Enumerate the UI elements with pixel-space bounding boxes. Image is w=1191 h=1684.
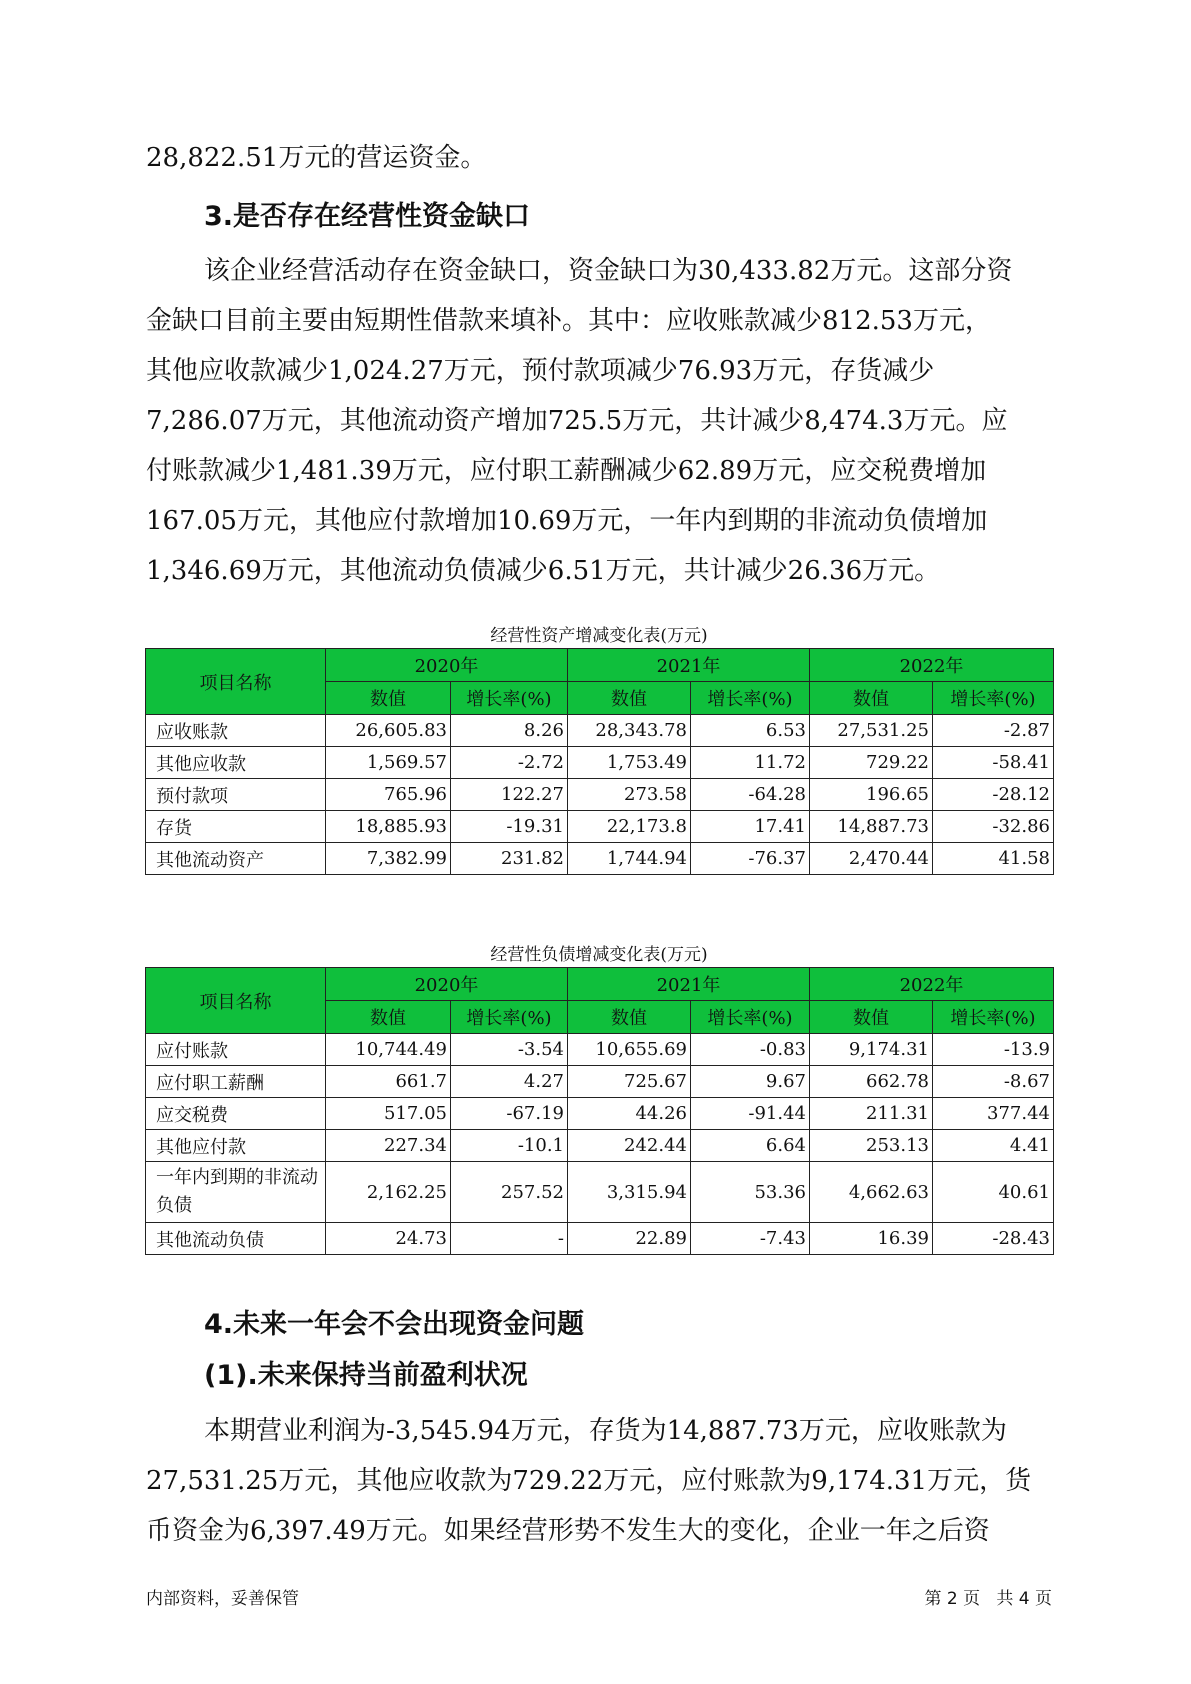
cell-value: 211.31 [810, 1098, 933, 1130]
cell-item: 存货 [146, 811, 326, 843]
cell-rate: -7.43 [691, 1223, 810, 1255]
cell-value: 2,162.25 [326, 1162, 451, 1223]
text-line: 27,531.25万元，其他应收款为729.22万元，应付账款为9,174.31万元，货 [146, 1466, 1032, 1496]
header-value: 数值 [810, 1001, 933, 1034]
cell-value: 24.73 [326, 1223, 451, 1255]
cell-rate: -2.72 [451, 747, 568, 779]
cell-rate: -8.67 [933, 1066, 1054, 1098]
cell-rate: 122.27 [451, 779, 568, 811]
cell-item: 应交税费 [146, 1098, 326, 1130]
cell-item: 其他流动负债 [146, 1223, 326, 1255]
cell-value: 10,655.69 [568, 1034, 691, 1066]
header-growth-rate: 增长率(%) [933, 1001, 1054, 1034]
cell-value: 253.13 [810, 1130, 933, 1162]
text-line: 7,286.07万元，其他流动资产增加725.5万元，共计减少8,474.3万元。应 [146, 406, 1008, 436]
table-row [146, 1130, 1054, 1162]
cell-rate: -19.31 [451, 811, 568, 843]
cell-value: 27,531.25 [810, 715, 933, 747]
cell-value: 227.34 [326, 1130, 451, 1162]
cell-value: 517.05 [326, 1098, 451, 1130]
cell-rate: 4.27 [451, 1066, 568, 1098]
footer-confidential-note: 内部资料，妥善保管 [146, 1589, 299, 1609]
paragraph-working-capital [146, 133, 1052, 183]
cell-value: 1,744.94 [568, 843, 691, 875]
cell-rate: -76.37 [691, 843, 810, 875]
cell-rate: 17.41 [691, 811, 810, 843]
cell-item: 一年内到期的非流动负债 [146, 1162, 326, 1223]
header-value: 数值 [568, 682, 691, 715]
heading-funding-gap: 3.是否存在经营性资金缺口 [204, 201, 531, 232]
cell-value: 196.65 [810, 779, 933, 811]
cell-value: 661.7 [326, 1066, 451, 1098]
header-value: 数值 [568, 1001, 691, 1034]
cell-item: 预付款项 [146, 779, 326, 811]
table-row [146, 1162, 1054, 1223]
cell-item: 应付职工薪酬 [146, 1066, 326, 1098]
header-growth-rate: 增长率(%) [691, 682, 810, 715]
header-year-2022: 2022年 [810, 968, 1054, 1001]
cell-value: 1,753.49 [568, 747, 691, 779]
cell-rate: 53.36 [691, 1162, 810, 1223]
text-line: 付账款减少1,481.39万元，应付职工薪酬减少62.89万元，应交税费增加 [146, 456, 987, 486]
cell-value: 2,470.44 [810, 843, 933, 875]
table-row [146, 715, 1054, 747]
cell-rate: 6.64 [691, 1130, 810, 1162]
header-value: 数值 [326, 682, 451, 715]
cell-rate: - [451, 1223, 568, 1255]
table-caption-liabilities: 经营性负债增减变化表(万元) [490, 945, 708, 965]
cell-rate: 377.44 [933, 1098, 1054, 1130]
cell-rate: 40.61 [933, 1162, 1054, 1223]
cell-rate: 6.53 [691, 715, 810, 747]
cell-rate: 257.52 [451, 1162, 568, 1223]
header-year-2021: 2021年 [568, 968, 810, 1001]
header-value: 数值 [326, 1001, 451, 1034]
cell-item: 其他应付款 [146, 1130, 326, 1162]
cell-value: 1,569.57 [326, 747, 451, 779]
heading-current-profit: (1).未来保持当前盈利状况 [204, 1360, 528, 1391]
table-row [146, 1034, 1054, 1066]
cell-value: 26,605.83 [326, 715, 451, 747]
table-row [146, 1066, 1054, 1098]
text-line: 该企业经营活动存在资金缺口，资金缺口为30,433.82万元。这部分资 [204, 256, 1013, 286]
cell-rate: -2.87 [933, 715, 1054, 747]
table-row [146, 747, 1054, 779]
cell-item: 其他流动资产 [146, 843, 326, 875]
cell-value: 14,887.73 [810, 811, 933, 843]
header-growth-rate: 增长率(%) [691, 1001, 810, 1034]
header-item-name: 项目名称 [146, 968, 326, 1034]
cell-value: 18,885.93 [326, 811, 451, 843]
table-row [146, 1098, 1054, 1130]
cell-rate: -32.86 [933, 811, 1054, 843]
cell-rate: -0.83 [691, 1034, 810, 1066]
cell-value: 22,173.8 [568, 811, 691, 843]
cell-value: 44.26 [568, 1098, 691, 1130]
text-line: 其他应收款减少1,024.27万元，预付款项减少76.93万元，存货减少 [146, 356, 935, 386]
cell-rate: 8.26 [451, 715, 568, 747]
table-row [146, 1223, 1054, 1255]
cell-rate: -28.12 [933, 779, 1054, 811]
cell-rate: 4.41 [933, 1130, 1054, 1162]
table-row [146, 779, 1054, 811]
cell-value: 22.89 [568, 1223, 691, 1255]
cell-rate: -58.41 [933, 747, 1054, 779]
cell-rate: 9.67 [691, 1066, 810, 1098]
text-line: 币资金为6,397.49万元。如果经营形势不发生大的变化，企业一年之后资 [146, 1516, 990, 1546]
text-line: 28,822.51万元的营运资金。 [146, 143, 487, 173]
cell-rate: -28.43 [933, 1223, 1054, 1255]
header-item-name: 项目名称 [146, 649, 326, 715]
paragraph-operating-profit [146, 1406, 1052, 1556]
footer-page-number: 第 2 页 共 4 页 [924, 1589, 1052, 1609]
cell-value: 729.22 [810, 747, 933, 779]
cell-item: 其他应收款 [146, 747, 326, 779]
cell-value: 7,382.99 [326, 843, 451, 875]
header-growth-rate: 增长率(%) [451, 682, 568, 715]
cell-item: 应付账款 [146, 1034, 326, 1066]
cell-value: 16.39 [810, 1223, 933, 1255]
table-caption-assets: 经营性资产增减变化表(万元) [490, 626, 708, 646]
cell-rate: -67.19 [451, 1098, 568, 1130]
cell-rate: -91.44 [691, 1098, 810, 1130]
cell-item: 应收账款 [146, 715, 326, 747]
operating-assets-table [145, 648, 1054, 875]
cell-value: 4,662.63 [810, 1162, 933, 1223]
table-row [146, 811, 1054, 843]
cell-value: 725.67 [568, 1066, 691, 1098]
cell-value: 765.96 [326, 779, 451, 811]
text-line: 金缺口目前主要由短期性借款来填补。其中：应收账款减少812.53万元， [146, 306, 991, 336]
cell-rate: -3.54 [451, 1034, 568, 1066]
text-line: 167.05万元，其他应付款增加10.69万元，一年内到期的非流动负债增加 [146, 506, 988, 536]
cell-value: 10,744.49 [326, 1034, 451, 1066]
cell-value: 662.78 [810, 1066, 933, 1098]
header-growth-rate: 增长率(%) [451, 1001, 568, 1034]
heading-future-funding: 4.未来一年会不会出现资金问题 [204, 1309, 585, 1340]
header-year-2021: 2021年 [568, 649, 810, 682]
cell-value: 273.58 [568, 779, 691, 811]
table-row [146, 843, 1054, 875]
cell-value: 9,174.31 [810, 1034, 933, 1066]
paragraph-funding-gap [146, 246, 1052, 596]
text-line: 1,346.69万元，其他流动负债减少6.51万元，共计减少26.36万元。 [146, 556, 941, 586]
cell-rate: 41.58 [933, 843, 1054, 875]
cell-value: 3,315.94 [568, 1162, 691, 1223]
cell-rate: 11.72 [691, 747, 810, 779]
text-line: 本期营业利润为-3,545.94万元，存货为14,887.73万元，应收账款为 [204, 1416, 1007, 1446]
cell-rate: -13.9 [933, 1034, 1054, 1066]
cell-rate: -64.28 [691, 779, 810, 811]
cell-value: 28,343.78 [568, 715, 691, 747]
header-year-2020: 2020年 [326, 649, 568, 682]
cell-rate: 231.82 [451, 843, 568, 875]
operating-liabilities-table [145, 967, 1054, 1255]
header-value: 数值 [810, 682, 933, 715]
cell-value: 242.44 [568, 1130, 691, 1162]
cell-rate: -10.1 [451, 1130, 568, 1162]
header-growth-rate: 增长率(%) [933, 682, 1054, 715]
header-year-2020: 2020年 [326, 968, 568, 1001]
header-year-2022: 2022年 [810, 649, 1054, 682]
